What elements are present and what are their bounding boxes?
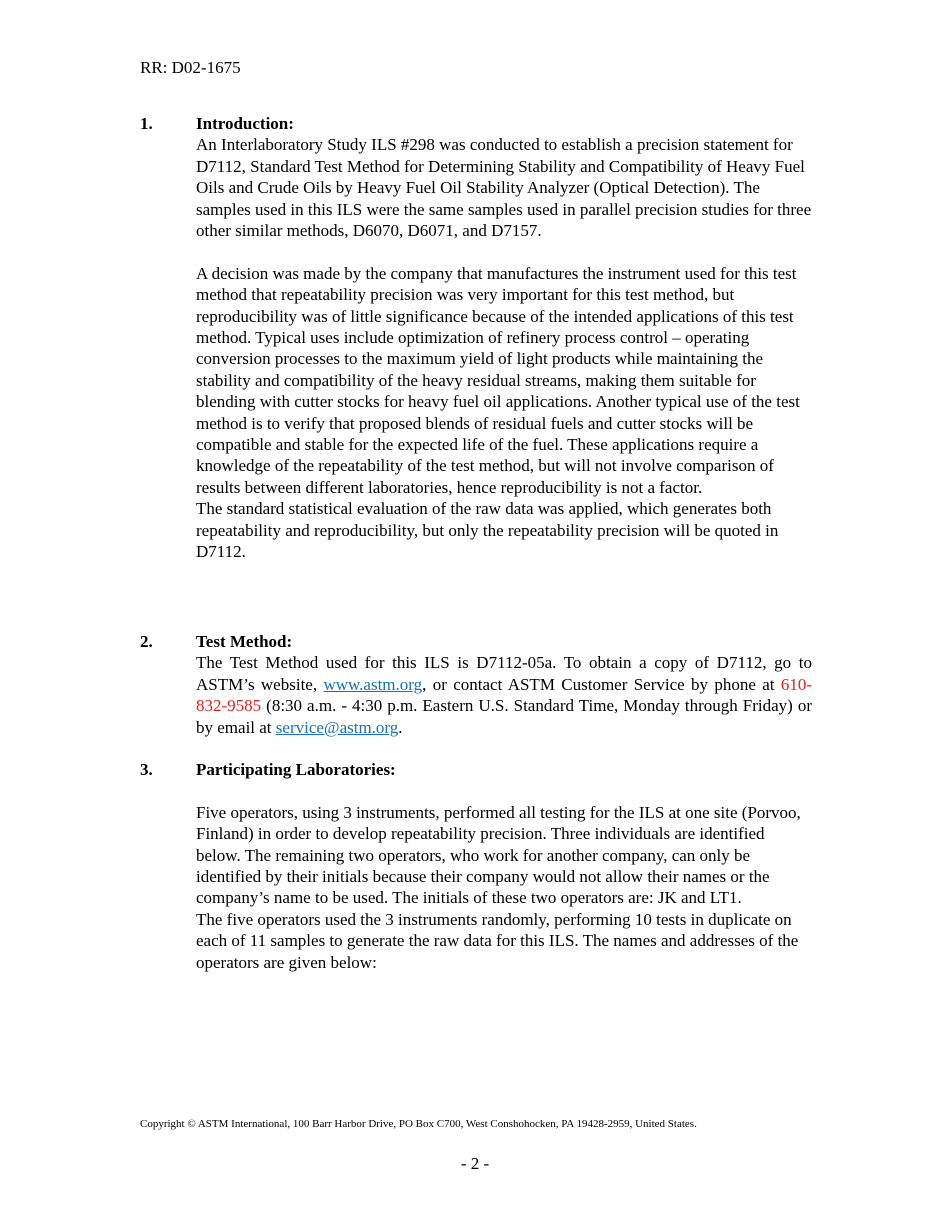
paragraph: The standard statistical evaluation of the raw data was applied, which generates both repeatability and reproducibility, but only the repeatability precision will be quoted in D7112. [196, 499, 779, 562]
paragraph: Five operators, using 3 instruments, performed all testing for the ILS at one site (Porvoo, Finland) in order to develop repeatability precision. Three individuals are identified below. The remaining two operators, who work for another company, can only be identified by their initials because their company would not allow their names or the company’s name to be used. The initials of these two operators are: JK and LT1. [196, 802, 801, 908]
paragraph: An Interlaboratory Study ILS #298 was conducted to establish a precision statement for D7112, Standard Test Method for Determining Stability and Compatibility of Heavy Fuel Oils and Crude Oils by Heavy Fuel Oil Stability Analyzer (Optical Detection). The samples used in this ILS were the same samples used in parallel precision studies for three other similar methods, D6070, D6071, and D7157. [196, 135, 812, 241]
test-method-paragraph [196, 652, 812, 738]
section-number: 1. [140, 114, 153, 133]
document-id: RR: D02-1675 [140, 58, 241, 77]
paragraph: The five operators used the 3 instruments randomly, performing 10 tests in duplicate on each of 11 samples to generate the raw data for this ILS. The names and addresses of the operators are given below: [196, 909, 799, 972]
paragraph: A decision was made by the company that manufactures the instrument used for this test method that repeatability precision was very important for this test method, but reproducibility was of little significance because of the intended applications of this test method. Typical uses include optimization of refinery process control – operating conversion processes to the maximum yield of light products while maintaining the stability and compatibility of the heavy residual streams, making them suitable for blending with cutter stocks for heavy fuel oil applications. Another typical use of the test method is to verify that proposed blends of residual fuels and cutter stocks will be compatible and stable for the expected life of the fuel. These applications require a knowledge of the repeatability of the test method, but will not involve comparison of results between different laboratories, hence reproducibility is not a factor. [196, 263, 800, 497]
section-participating-laboratories [140, 759, 812, 973]
email-link[interactable]: service@astm.org [275, 717, 399, 737]
section-number: 2. [140, 632, 153, 651]
text-run: . [398, 717, 403, 737]
text-run: (8:30 a.m. - 4:30 p.m. Eastern U.S. Standard Time, Monday through Friday) or by email at [196, 696, 812, 737]
section-test-method [140, 631, 812, 738]
section-number: 3. [140, 760, 153, 779]
website-link[interactable]: www.astm.org [323, 674, 423, 694]
section-title: Introduction: [196, 114, 294, 133]
section-title: Participating Laboratories: [196, 760, 396, 779]
page-number: - 2 - [460, 1154, 490, 1173]
phone-number: 610-832-9585 [196, 674, 813, 716]
section-title: Test Method: [196, 632, 293, 651]
text-run: The Test Method used for this ILS is D7112-05a. To obtain a copy of D7112, go to ASTM’s website, [196, 653, 812, 694]
text-run: , or contact ASTM Customer Service by phone at [422, 674, 775, 694]
copyright-footer: Copyright © ASTM International, 100 Barr Harbor Drive, PO Box C700, West Conshohocken, PA 19428-2959, United States. [140, 1118, 697, 1130]
section-introduction [140, 113, 812, 563]
